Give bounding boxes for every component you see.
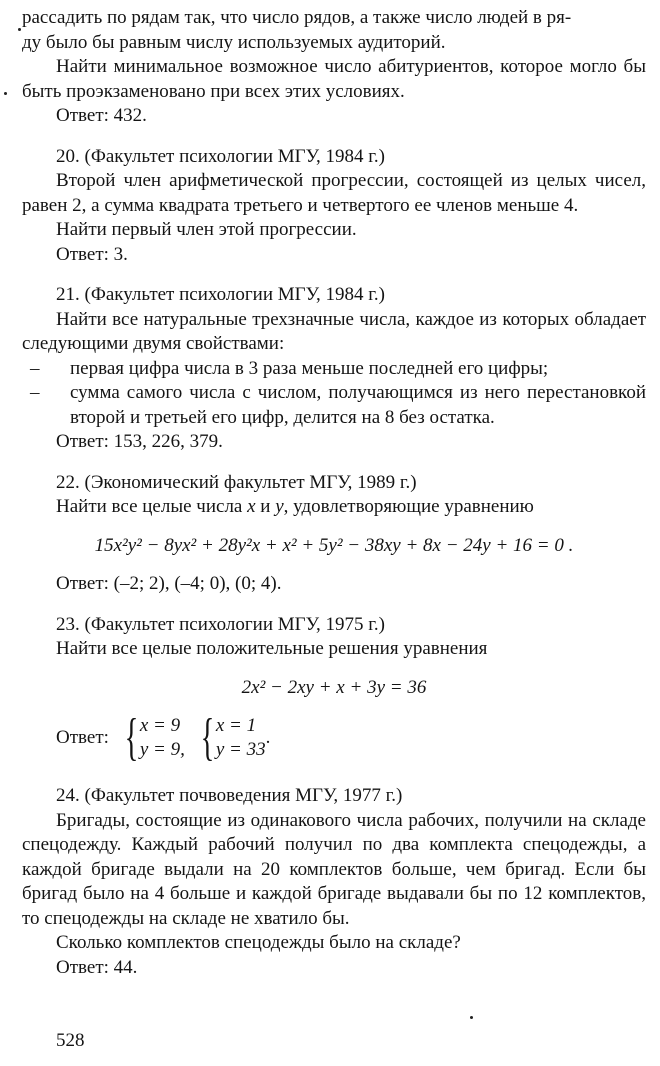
list-dash: –	[30, 357, 40, 379]
problem-23-title: 23. (Факультет психологии МГУ, 1975 г.)	[56, 613, 385, 635]
problem-21-answer: Ответ: 153, 226, 379.	[56, 431, 223, 452]
scan-speck	[4, 92, 7, 95]
top-task: Найти минимальное возможное число абитуриентов, которое могло бы быть проэкзаменовано при всех этих условиях.	[22, 56, 646, 102]
page-number: 528	[56, 1030, 85, 1051]
top-line-1: рассадить по рядам так, что число рядов, а также число людей в ря-	[22, 7, 572, 28]
problem-20-task: Найти первый член этой прогрессии.	[56, 219, 357, 240]
problem-21-title: 21. (Факультет психологии МГУ, 1984 г.)	[56, 284, 385, 305]
problem-21-text: Найти все натуральные трехзначные числа, каждое из которых обладает следующими двумя свойствами:	[22, 308, 646, 354]
problem-23-answer: Ответ: { x = 9 y = 9, { x = 1 y = 33 .	[56, 709, 271, 766]
top-answer: Ответ: 432.	[56, 105, 147, 126]
scan-speck	[470, 1016, 473, 1019]
problem-22-title: 22. (Экономический факультет МГУ, 1989 г.)	[56, 471, 417, 493]
problem-20-answer: Ответ: 3.	[56, 243, 128, 265]
problem-24-task: Сколько комплектов спецодежды было на складе?	[56, 932, 461, 953]
list-dash: –	[30, 382, 40, 403]
problem-21-item-2	[22, 381, 646, 430]
item-2-text: сумма самого числа с числом, получающимся из него перестановкой второй и третьей его цифр, делится на 8 без остатка.	[70, 382, 646, 428]
problem-22-formula: 15x²y² − 8yx² + 28y²x + x² + 5y² − 38xy + 8x − 24y + 16 = 0 .	[94, 534, 574, 556]
scan-speck	[18, 28, 21, 31]
problem-22-answer: Ответ: (–2; 2), (–4; 0), (0; 4).	[56, 573, 282, 594]
problem-24-text: Бригады, состоящие из одинакового числа рабочих, получили на складе спецодежду. Каждый рабочий получил по два комплекта спецодежды, а каждой бригаде выдали на 20 комплектов больше, чем бригад. Если бы бригад было на 4 больше и каждой бригаде выдавали бы по 12 комплектов, то спецодежды на складе не хватило бы.	[22, 809, 646, 929]
page-text	[22, 6, 646, 980]
answer-label: Ответ:	[56, 726, 109, 748]
problem-20-title: 20. (Факультет психологии МГУ, 1984 г.)	[56, 145, 385, 167]
problem-23-formula: 2x² − 2xy + x + 3y = 36	[241, 676, 427, 698]
top-line-2: ду было бы равным числу используемых аудиторий.	[22, 31, 446, 53]
system-1: { x = 9 y = 9,	[124, 709, 185, 766]
problem-23-text: Найти все целые положительные решения уравнения	[56, 638, 488, 659]
system-2: { x = 1 y = 33	[200, 709, 266, 766]
problem-20-text: Второй член арифметической прогрессии, состоящей из целых чисел, равен 2, а сумма квадрата третьего и четвертого ее членов меньше 4.	[22, 170, 646, 216]
item-1-text: первая цифра числа в 3 раза меньше последней его цифры;	[70, 357, 549, 379]
problem-24-title: 24. (Факультет почвоведения МГУ, 1977 г.)	[56, 785, 403, 806]
problem-21-item-1	[22, 357, 646, 382]
problem-24-answer: Ответ: 44.	[56, 956, 138, 978]
problem-22-text: Найти все целые числа x и y, удовлетворяющие уравнению	[56, 496, 534, 517]
